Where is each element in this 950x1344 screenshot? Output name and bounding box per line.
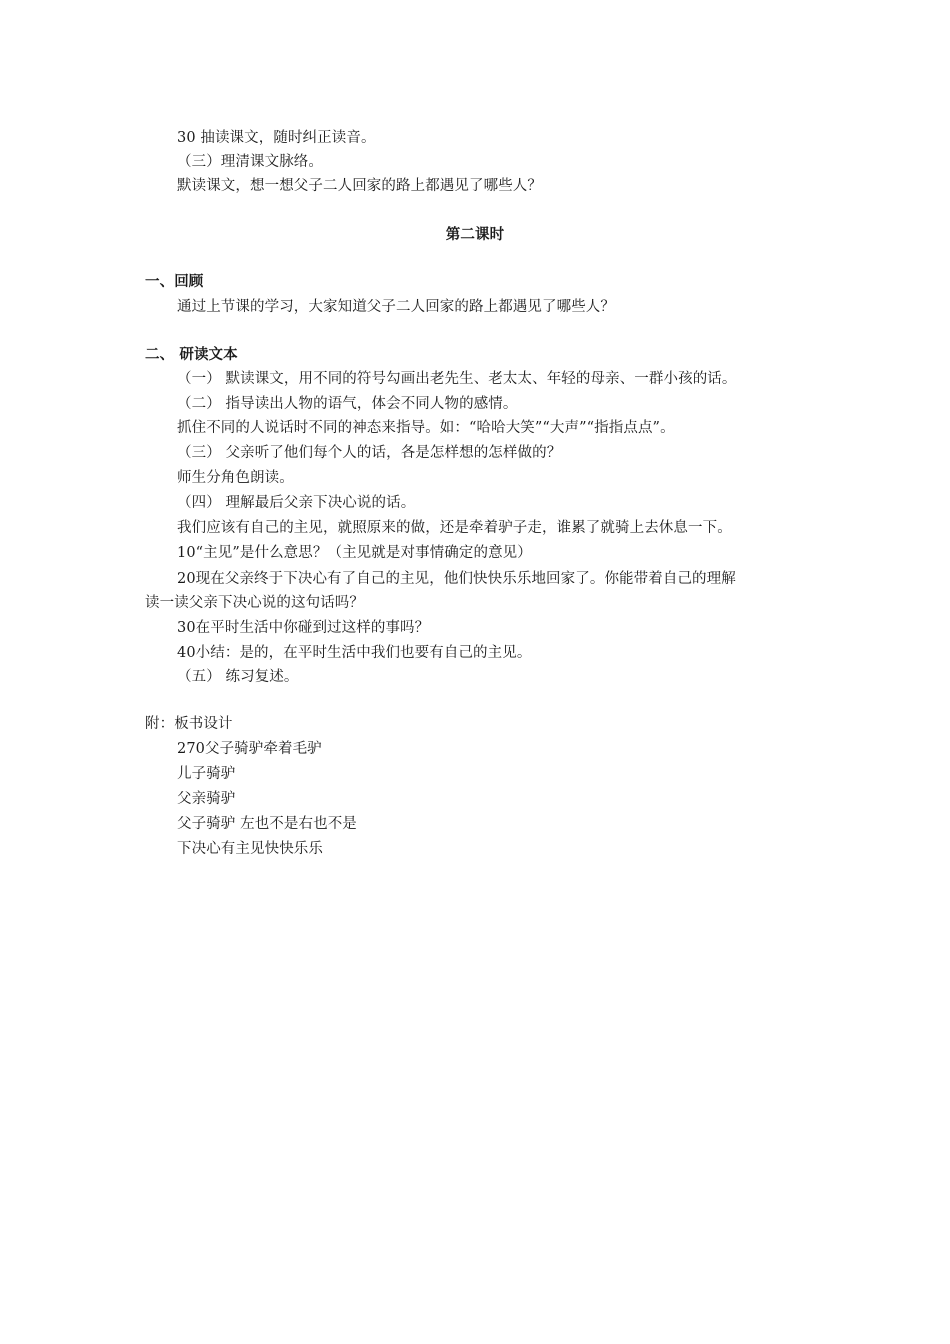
board-line: 父亲骑驴 (177, 791, 236, 807)
appendix-heading: 附：板书设计 (145, 716, 233, 732)
board-line: 下决心有主见快快乐乐 (177, 841, 323, 857)
text-line: 30 抽读课文，随时纠正读音。 (177, 130, 376, 146)
text-line: （五） 练习复述。 (177, 669, 299, 685)
board-line: 父子骑驴 左也不是右也不是 (177, 816, 357, 832)
text-line: 30在平时生活中你碰到过这样的事吗？ (177, 620, 430, 636)
text-line: 抓住不同的人说话时不同的神态来指导。如：“哈哈大笑”“大声”“指指点点”。 (177, 420, 675, 436)
board-line: 儿子骑驴 (177, 766, 236, 782)
text-line: 10“主见”是什么意思？（主见就是对事情确定的意见） (177, 545, 532, 561)
text-line: （二） 指导读出人物的语气，体会不同人物的感情。 (177, 396, 518, 412)
text-line: 读一读父亲下决心说的这句话吗？ (145, 595, 364, 611)
text-line: 默读课文，想一想父子二人回家的路上都遇见了哪些人？ (177, 178, 542, 194)
text-line: （四） 理解最后父亲下决心说的话。 (177, 495, 416, 511)
text-line: （一） 默读课文，用不同的符号勾画出老先生、老太太、年轻的母亲、一群小孩的话。 (177, 371, 737, 387)
text-line: （三） 父亲听了他们每个人的话，各是怎样想的怎样做的？ (177, 445, 562, 461)
text-line: 20现在父亲终于下决心有了自己的主见，他们快快乐乐地回家了。你能带着自己的理解 (177, 571, 736, 587)
section-title: 第二课时 (445, 227, 505, 243)
heading-review: 一、回顾 (145, 274, 204, 290)
text-line: 40小结：是的，在平时生活中我们也要有自己的主见。 (177, 645, 532, 661)
text-line: 师生分角色朗读。 (177, 470, 294, 486)
text-line: （三）理清课文脉络。 (177, 154, 323, 170)
board-line: 270父子骑驴牵着毛驴 (177, 741, 322, 757)
text-line: 我们应该有自己的主见，就照原来的做，还是牵着驴子走，谁累了就骑上去休息一下。 (177, 520, 732, 536)
text-line: 通过上节课的学习，大家知道父子二人回家的路上都遇见了哪些人？ (177, 299, 615, 315)
heading-study-text: 二、 研读文本 (145, 347, 238, 363)
